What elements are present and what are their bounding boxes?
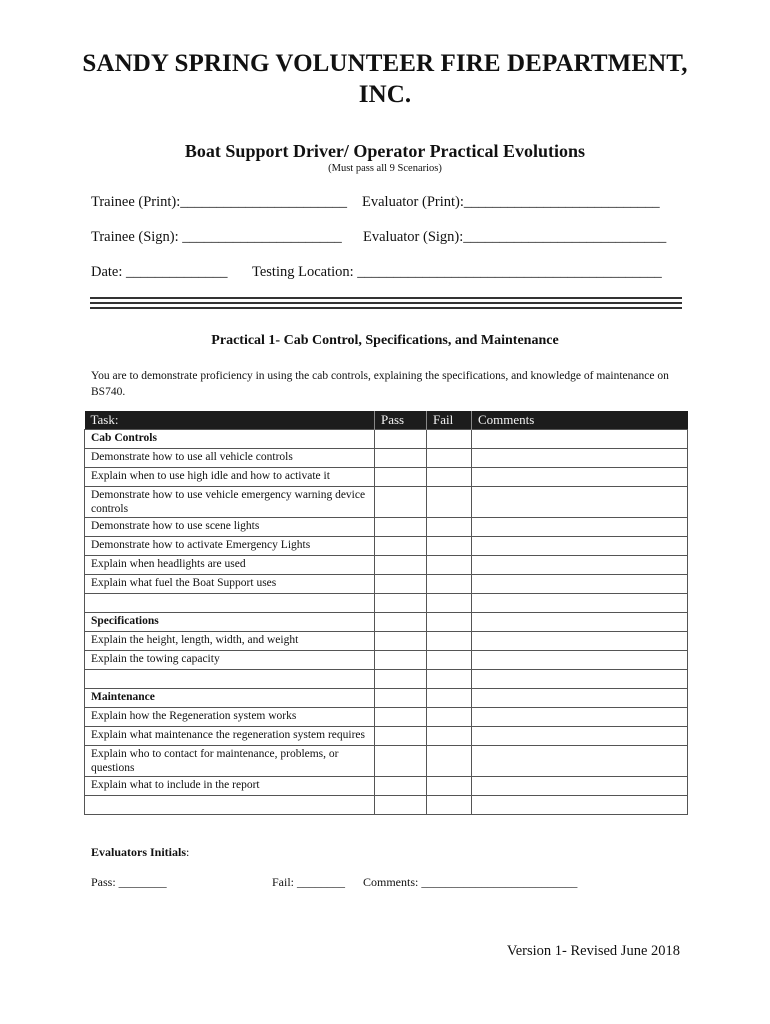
table-row [85, 727, 688, 746]
table-row [85, 575, 688, 594]
evaluators-initials-label: Evaluators Initials: [91, 845, 190, 859]
comments-cell[interactable] [472, 518, 688, 537]
fail-cell[interactable] [427, 689, 472, 708]
comments-cell[interactable] [472, 689, 688, 708]
task-cell: Explain when headlights are used [85, 556, 375, 575]
fail-cell[interactable] [427, 537, 472, 556]
task-cell: Explain who to contact for maintenance, problems, or questions [85, 746, 375, 777]
pass-cell[interactable] [375, 632, 427, 651]
pass-cell[interactable] [375, 468, 427, 487]
pass-cell[interactable] [375, 727, 427, 746]
comments-cell[interactable] [472, 796, 688, 815]
pass-requirement-note: (Must pass all 9 Scenarios) [328, 163, 442, 174]
pass-cell[interactable] [375, 651, 427, 670]
document-title [0, 48, 770, 110]
pass-cell[interactable] [375, 518, 427, 537]
comments-cell[interactable] [472, 449, 688, 468]
task-cell: Explain how the Regeneration system works [85, 708, 375, 727]
comments-cell[interactable] [472, 708, 688, 727]
table-section-row [85, 613, 688, 632]
table-row [85, 670, 688, 689]
comments-cell[interactable] [472, 746, 688, 777]
fail-cell[interactable] [427, 487, 472, 518]
task-cell: Demonstrate how to use vehicle emergency warning device controls [85, 487, 375, 518]
pass-cell[interactable] [375, 449, 427, 468]
comments-cell[interactable] [472, 651, 688, 670]
table-row [85, 518, 688, 537]
title-line-1: SANDY SPRING VOLUNTEER FIRE DEPARTMENT, [82, 50, 688, 77]
date-field[interactable]: Date: ______________ [91, 264, 228, 280]
pass-cell[interactable] [375, 613, 427, 632]
evaluator-sign-field[interactable]: Evaluator (Sign):____________________________ [363, 229, 667, 245]
task-cell: Demonstrate how to activate Emergency Lights [85, 537, 375, 556]
document-subtitle: Boat Support Driver/ Operator Practical Evolutions [184, 141, 586, 161]
fail-cell[interactable] [427, 651, 472, 670]
pass-cell[interactable] [375, 556, 427, 575]
fail-cell[interactable] [427, 556, 472, 575]
pass-cell[interactable] [375, 796, 427, 815]
pass-cell[interactable] [375, 537, 427, 556]
trainee-print-field[interactable]: Trainee (Print):_______________________ [91, 194, 348, 210]
fail-cell[interactable] [427, 594, 472, 613]
testing-location-field[interactable]: Testing Location: __________________________________________ [252, 264, 662, 280]
pass-cell[interactable] [375, 430, 427, 449]
comments-cell[interactable] [472, 670, 688, 689]
table-header-row [85, 411, 688, 430]
task-cell: Demonstrate how to use all vehicle controls [85, 449, 375, 468]
task-column-header: Task: [85, 411, 375, 430]
pass-cell[interactable] [375, 594, 427, 613]
table-section-row [85, 689, 688, 708]
fail-initials-field[interactable]: Fail: ________ [272, 875, 346, 889]
practical-title: Practical 1- Cab Control, Specifications, and Maintenance [211, 333, 559, 348]
table-row [85, 468, 688, 487]
pass-column-header: Pass [375, 411, 427, 430]
fail-cell[interactable] [427, 796, 472, 815]
divider-line-1 [90, 297, 682, 299]
pass-cell[interactable] [375, 487, 427, 518]
fail-cell[interactable] [427, 449, 472, 468]
pass-cell[interactable] [375, 670, 427, 689]
task-cell: Explain what fuel the Boat Support uses [85, 575, 375, 594]
pass-initials-field[interactable]: Pass: ________ [91, 875, 167, 889]
task-cell: Explain the height, length, width, and weight [85, 632, 375, 651]
task-cell: Demonstrate how to use scene lights [85, 518, 375, 537]
task-cell: Explain the towing capacity [85, 651, 375, 670]
task-cell: Explain when to use high idle and how to activate it [85, 468, 375, 487]
comments-cell[interactable] [472, 575, 688, 594]
table-row [85, 556, 688, 575]
task-cell: Explain what maintenance the regeneration system requires [85, 727, 375, 746]
comments-cell[interactable] [472, 556, 688, 575]
task-cell [85, 670, 375, 689]
comments-cell[interactable] [472, 613, 688, 632]
comments-cell[interactable] [472, 777, 688, 796]
task-cell [85, 594, 375, 613]
comments-cell[interactable] [472, 537, 688, 556]
comments-cell[interactable] [472, 468, 688, 487]
version-label: Version 1- Revised June 2018 [506, 943, 680, 959]
divider-line-2 [90, 302, 682, 304]
fail-cell[interactable] [427, 518, 472, 537]
fail-column-header: Fail [427, 411, 472, 430]
table-row [85, 777, 688, 796]
evaluator-print-field[interactable]: Evaluator (Print):___________________________ [362, 194, 660, 210]
section-heading-cell: Cab Controls [85, 430, 375, 449]
table-row [85, 487, 688, 518]
trainee-sign-field[interactable]: Trainee (Sign): ______________________ [91, 229, 342, 245]
table-row [85, 632, 688, 651]
comments-cell[interactable] [472, 430, 688, 449]
fail-cell[interactable] [427, 430, 472, 449]
comments-column-header: Comments [472, 411, 688, 430]
pass-cell[interactable] [375, 777, 427, 796]
task-cell [85, 796, 375, 815]
comments-cell[interactable] [472, 487, 688, 518]
practical-intro: You are to demonstrate proficiency in using the cab controls, explaining the specifications, and knowledge of maintenance on BS740. [91, 370, 669, 398]
section-heading-cell: Maintenance [85, 689, 375, 708]
table-section-row [85, 430, 688, 449]
fail-cell[interactable] [427, 468, 472, 487]
fail-cell[interactable] [427, 613, 472, 632]
comments-cell[interactable] [472, 632, 688, 651]
comments-cell[interactable] [472, 727, 688, 746]
table-row [85, 449, 688, 468]
pass-cell[interactable] [375, 689, 427, 708]
fail-cell[interactable] [427, 670, 472, 689]
table-row [85, 651, 688, 670]
fail-cell[interactable] [427, 777, 472, 796]
table-row [85, 796, 688, 815]
section-heading-cell: Specifications [85, 613, 375, 632]
fail-cell[interactable] [427, 727, 472, 746]
fail-cell[interactable] [427, 575, 472, 594]
pass-cell[interactable] [375, 746, 427, 777]
table-row [85, 708, 688, 727]
fail-cell[interactable] [427, 746, 472, 777]
table-row [85, 537, 688, 556]
pass-cell[interactable] [375, 575, 427, 594]
fail-cell[interactable] [427, 708, 472, 727]
comments-cell[interactable] [472, 594, 688, 613]
table-row [85, 746, 688, 777]
pass-cell[interactable] [375, 708, 427, 727]
task-cell: Explain what to include in the report [85, 777, 375, 796]
divider-line-3 [90, 307, 682, 309]
comments-field[interactable]: Comments: __________________________ [363, 875, 578, 889]
fail-cell[interactable] [427, 632, 472, 651]
table-row [85, 594, 688, 613]
task-table [84, 411, 688, 815]
title-line-2: INC. [358, 81, 412, 108]
